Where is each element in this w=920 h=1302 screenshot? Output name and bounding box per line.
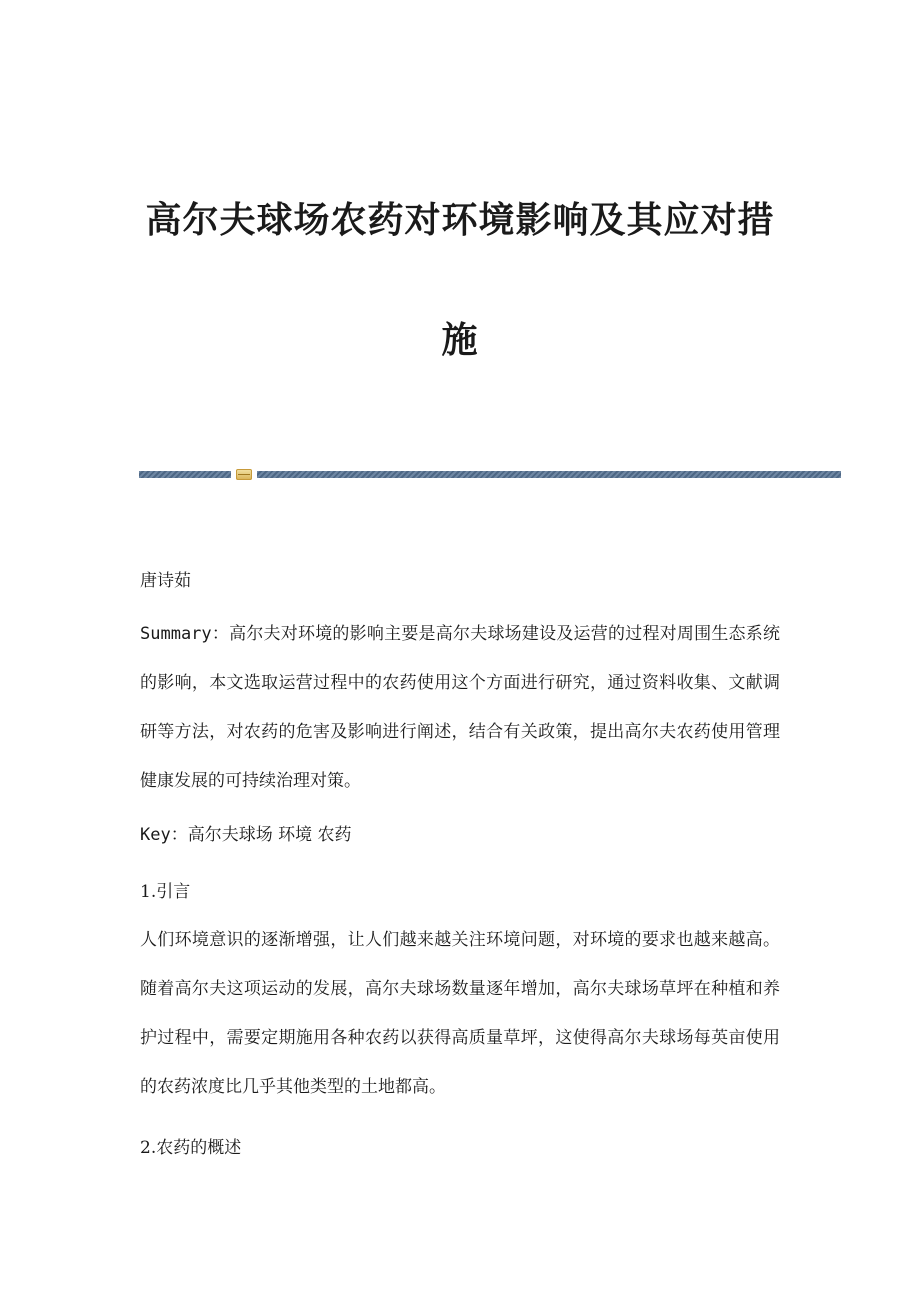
section-1-body: 人们环境意识的逐渐增强，让人们越来越关注环境问题，对环境的要求也越来越高。随着高尔夫这项运动的发展，高尔夫球场数量逐年增加，高尔夫球场草坪在种植和养护过程中，需要定期施用各种农药以获得高质量草坪，这使得高尔夫球场每英亩使用的农药浓度比几乎其他类型的土地都高。 — [140, 930, 780, 1097]
summary-text: ：高尔夫对环境的影响主要是高尔夫球场建设及运营的过程对周围生态系统的影响，本文选取运营过程中的农药使用这个方面进行研究，通过资料收集、文献调研等方法，对农药的危害及影响进行阐述，结合有关政策，提出高尔夫农药使用管理健康发展的可持续治理对策。 — [140, 624, 780, 791]
keywords-text: ：高尔夫球场 环境 农药 — [170, 825, 352, 845]
section-1-heading: 1.引言 — [140, 882, 191, 902]
divider-ornament-icon — [236, 469, 252, 480]
keywords-label: Key — [140, 825, 171, 845]
summary-label: Summary — [140, 624, 212, 644]
document-title-line-2: 施 — [441, 319, 479, 361]
summary-paragraph — [140, 610, 780, 806]
title-divider — [139, 468, 841, 480]
author-name: 唐诗茹 — [140, 571, 191, 591]
keywords-line — [140, 823, 790, 847]
document-title-line-1: 高尔夫球场农药对环境影响及其应对措 — [145, 199, 775, 241]
divider-bar-right — [257, 471, 841, 478]
divider-bar-left — [139, 471, 231, 478]
section-2-heading: 2.农药的概述 — [140, 1138, 242, 1158]
